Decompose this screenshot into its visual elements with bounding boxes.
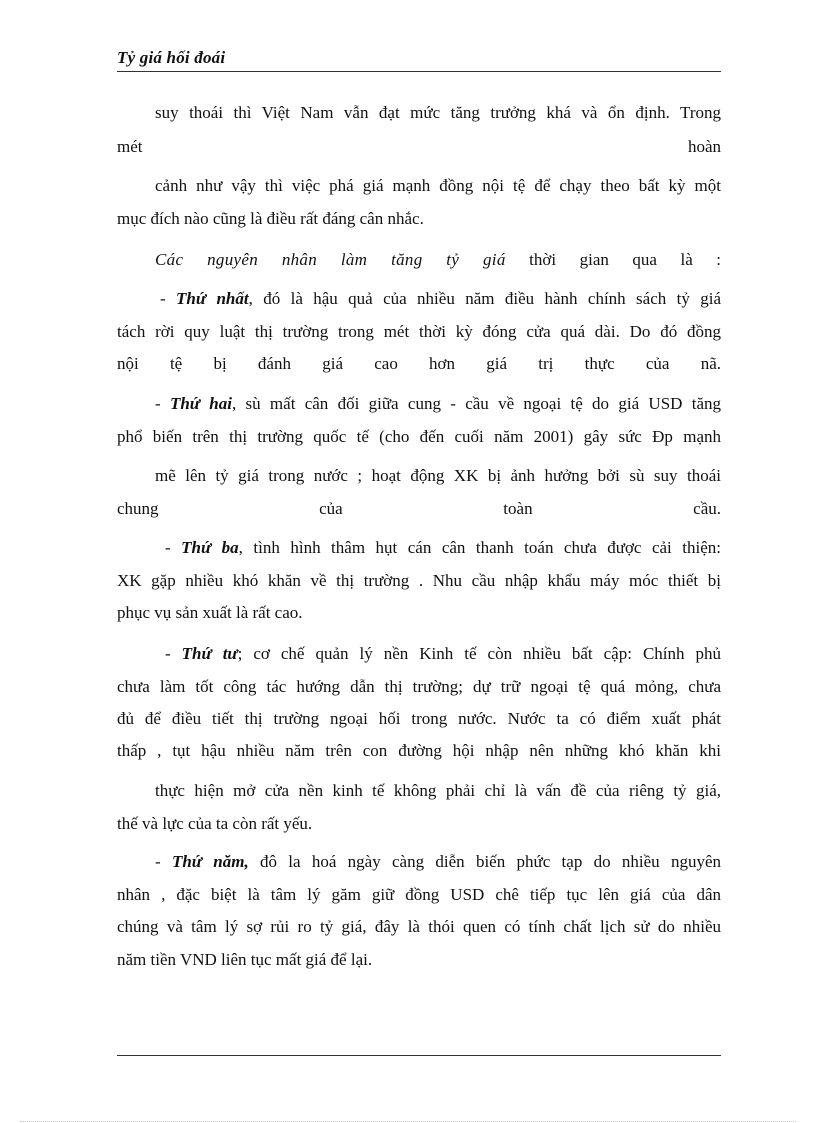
text-line: tách rời quy luật thị trường trong mét thời kỳ đóng cửa quá dài. Do đó đồng <box>117 322 721 341</box>
page-edge <box>20 1121 796 1122</box>
text-line: đủ để điều tiết thị trường ngoại hối trong nước. Nước ta có điểm xuất phát <box>117 709 721 728</box>
text-line: phổ biến trên thị trường quốc tế (cho đến cuối năm 2001) gây sức Ðp mạnh <box>117 427 721 446</box>
header-rule <box>117 71 721 72</box>
point-label: Thứ năm, <box>171 852 249 871</box>
text-line: nhân , đặc biệt là tâm lý găm giữ đồng USD chê tiếp tục lên giá của dân <box>117 885 721 904</box>
text-line: cảnh như vậy thì việc phá giá mạnh đồng nội tệ để chạy theo bất kỳ một <box>155 176 721 195</box>
text-line: - Thứ ba, tình hình thâm hụt cán cân thanh toán chưa được cải thiện: <box>165 538 721 557</box>
text-line: - Thứ tư; cơ chế quản lý nền Kinh tế còn nhiều bất cập: Chính phủ <box>165 644 721 663</box>
text-line: chúng và tâm lý sợ rủi ro tỷ giá, đây là thói quen có tính chất lịch sử do nhiều <box>117 917 721 936</box>
text-line: - Thứ năm, đô la hoá ngày càng diễn biến phức tạp do nhiều nguyên <box>155 852 721 871</box>
text-line: Các nguyên nhân làm tăng tỷ giá thời gian qua là : <box>155 250 721 269</box>
italic-heading: Các nguyên nhân làm tăng tỷ giá <box>155 250 506 269</box>
text-line: mét hoàn <box>117 137 721 156</box>
text-line: năm tiền VND liên tục mất giá để lại. <box>117 950 373 969</box>
point-label: Thứ nhất <box>176 289 249 308</box>
point-label: Thứ ba <box>181 538 239 557</box>
text-line: - Thứ nhất, đó là hậu quả của nhiều năm điều hành chính sách tỷ giá <box>160 289 721 308</box>
text-line: chung của toàn cầu. <box>117 499 721 518</box>
text-line: XK gặp nhiều khó khăn về thị trường . Nhu cầu nhập khẩu máy móc thiết bị <box>117 571 721 590</box>
text-line: thực hiện mở cửa nền kinh tế không phải chỉ là vấn đề của riêng tỷ giá, <box>155 781 721 800</box>
text-line: thế và lực của ta còn rất yếu. <box>117 814 313 833</box>
text-line: mẽ lên tỷ giá trong nước ; hoạt động XK bị ảnh hưởng bởi sù suy thoái <box>155 466 721 485</box>
header-title: Tỷ giá hối đoái <box>117 48 226 67</box>
point-label: Thứ tư <box>181 644 238 663</box>
text-line: thấp , tụt hậu nhiều năm trên con đường hội nhập nên những khó khăn khi <box>117 741 721 760</box>
text-line: phục vụ sản xuất là rất cao. <box>117 603 303 622</box>
point-label: Thứ hai <box>169 394 232 413</box>
text-line: suy thoái thì Việt Nam vẫn đạt mức tăng trưởng khá và ổn định. Trong <box>155 103 721 122</box>
text-line: chưa làm tốt công tác hướng dẫn thị trường; dự trữ ngoại tệ quá mỏng, chưa <box>117 677 721 696</box>
text-line: mục đích nào cũng là điều rất đáng cân nhắc. <box>117 209 424 228</box>
text-line: - Thứ hai, sù mất cân đối giữa cung - cầu về ngoại tệ do giá USD tăng <box>155 394 721 413</box>
text-line: nội tệ bị đánh giá cao hơn giá trị thực của nã. <box>117 354 721 373</box>
footer-rule <box>117 1055 721 1056</box>
